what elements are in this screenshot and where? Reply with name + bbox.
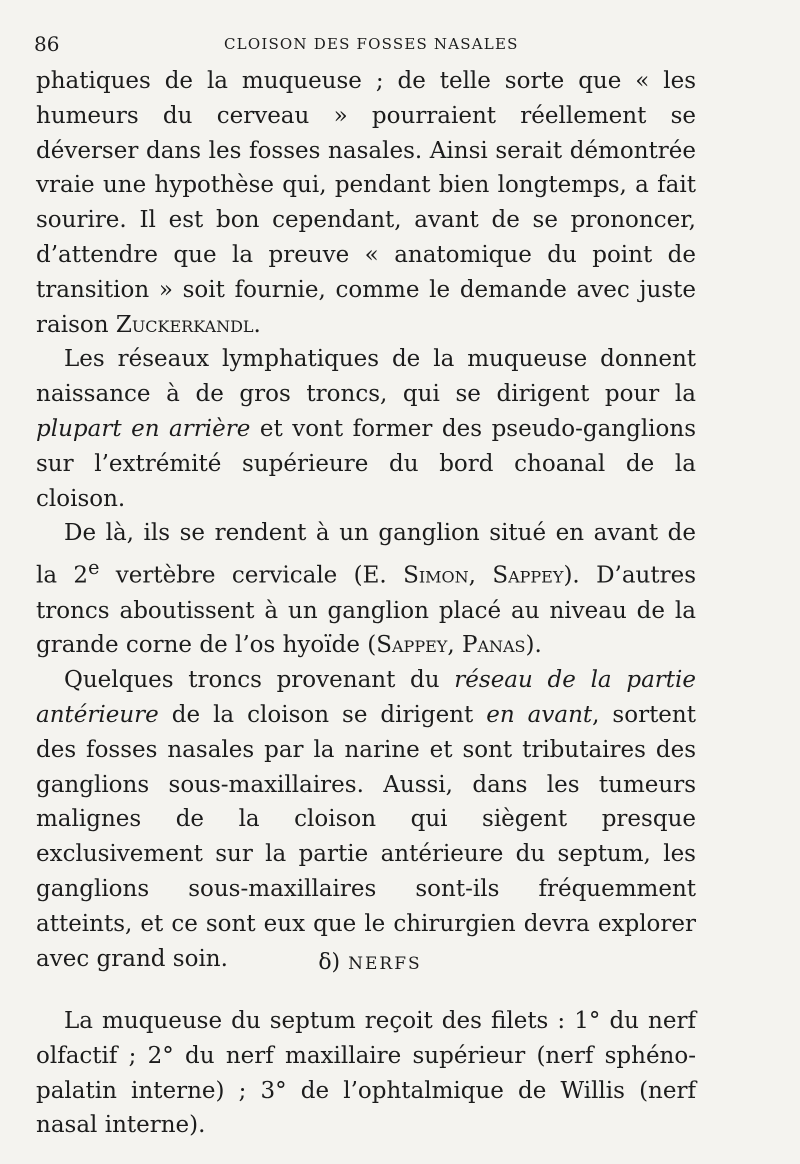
section-heading bbox=[0, 950, 740, 975]
running-title: CLOISON DES FOSSES NASALES bbox=[224, 35, 519, 53]
author-name: Simon bbox=[403, 562, 469, 589]
author-name: Sappey bbox=[376, 632, 448, 659]
author-name: Panas bbox=[461, 632, 526, 659]
italic-text: en avant bbox=[486, 702, 593, 728]
italic-text: réseau de la partie antérieure bbox=[36, 667, 696, 728]
text-run: . bbox=[253, 311, 261, 338]
page-header bbox=[34, 32, 734, 56]
text-run: De là, ils se rendent à un ganglion situé en avant de la 2 bbox=[36, 520, 696, 589]
text-run: , bbox=[447, 632, 462, 659]
text-run: et vont former des pseudo-ganglions sur l’extrémité supérieure du bord choanal de la cloison. bbox=[36, 415, 697, 512]
text-run: , bbox=[468, 562, 493, 589]
text-run: vertèbre cervicale (E. bbox=[99, 562, 404, 589]
text-run: Quelques troncs provenant du bbox=[64, 667, 455, 694]
text-run: , sortent des fosses nasales par la narine et sont tributaires des ganglions sous-maxillaires. Aussi, dans les tumeurs malignes de la cloison qui siègent presque exclusivement sur la partie antérieure du septum, les ganglions sous-maxillaires sont-ils fréquemment atteints, et ce sont eux que le chirurgien devra explorer avec grand soin. bbox=[36, 702, 696, 972]
paragraph-ganglia bbox=[36, 516, 696, 663]
section-marker: δ) bbox=[318, 950, 341, 975]
text-run: de la cloison se dirigent bbox=[158, 702, 487, 728]
paragraph-nerves: La muqueuse du septum reçoit des filets : 1° du nerf olfactif ; 2° du nerf maxillaire supérieur (nerf sphéno-palatin interne) ; 3° de l’ophtalmique de Willis (nerf nasal interne). bbox=[36, 1008, 696, 1139]
italic-text: plupart en arrière bbox=[36, 415, 251, 442]
text-run: ). D’autres troncs aboutissent à un ganglion placé au niveau de la grande corne de l’os hyoïde ( bbox=[36, 562, 697, 659]
author-name: Zuckerkandl bbox=[115, 311, 254, 338]
text-run: phatiques de la muqueuse ; de telle sorte que « les humeurs du cerveau » pourraient réellement se déverser dans les fosses nasales. Ainsi serait démontrée vraie une hypothèse qui, pendant bien longtemps, a fait sourire. Il est bon cependant, avant de se prononcer, d’attendre que la preuve « anatomique du point de transition » soit fournie, comme le demande avec juste raison bbox=[36, 68, 696, 338]
paragraph-continuation bbox=[36, 64, 696, 342]
text-run: ). bbox=[525, 632, 542, 659]
nerves-text bbox=[36, 1004, 696, 1143]
body-text bbox=[36, 64, 696, 976]
superscript: e bbox=[88, 556, 100, 580]
section-title: NERFS bbox=[348, 954, 422, 974]
text-run: Les réseaux lymphatiques de la muqueuse donnent naissance à de gros troncs, qui se dirigent pour la bbox=[36, 346, 696, 408]
paragraph-lymph-trunks bbox=[36, 342, 696, 516]
author-name: Sappey bbox=[492, 562, 564, 589]
page-number: 86 bbox=[34, 32, 60, 56]
paragraph-anterior-network bbox=[36, 663, 696, 976]
